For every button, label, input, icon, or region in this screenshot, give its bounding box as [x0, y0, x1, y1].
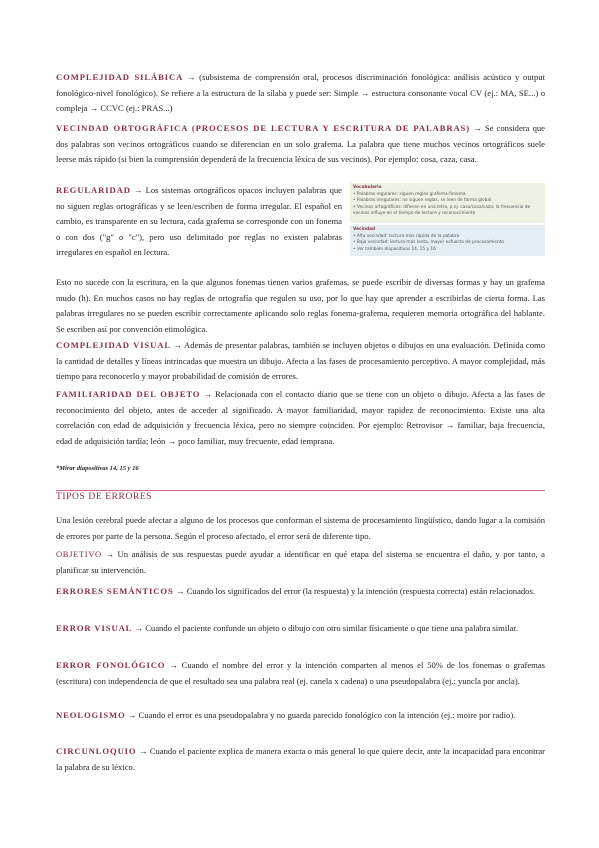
paragraph-errores-semanticos — [56, 584, 545, 600]
text-errores-semanticos: → Cuando los significados del error (la respuesta) y la intención (respuesta correcta) están relacionados. — [173, 586, 535, 596]
paragraph-complejidad-visual — [56, 338, 545, 385]
paragraph-circunloquio — [56, 744, 545, 775]
paragraph-escritura: Esto no sucede con la escritura, en la que algunos fonemas tienen varios grafemas, se puede escribir de diversas formas y hay un grafema mudo (h). En muchos casos no hay reglas de ortografía que regulen su uso, por lo que hay que aprender a escribirlas de cierta forma. Las palabras irregulares no se pueden escribir correctamente aplicando solo reglas fonema-grafema, requieren memoria ortográfica del hablante. Se escriben así por convención etimológica. — [56, 277, 545, 334]
side-note-line: • Baja vecindad: lectura más lenta, mayor esfuerzo de procesamiento — [353, 240, 505, 246]
text-error-fonologico: → Cuando el nombre del error y la intención comparten al menos el 50% de los fonemas o grafemas (escritura) con independencia de que el resultado sea una palabra real (ej. canela x cadena) o una pseudopalabra (ej.: yuncla por ancla). — [56, 660, 545, 686]
text-regularidad: → Los sistemas ortográficos opacos incluyen palabras que no siguen reglas ortográficas y se leen/escriben de forma irregular. El español en cambio, es transparente en su lectura, cada grafema se corresponde con un fonema o con dos ("g" o "c"), pero uso delimitado por reglas no existen palabras irregulares en español en lectura. — [56, 185, 342, 258]
paragraph-regularidad — [56, 183, 342, 261]
side-note-line: • Palabras irregulares: no siguen reglas, se leen de forma global — [353, 198, 492, 204]
paragraph-tipos-intro: Una lesión cerebral puede afectar a alguno de los procesos que conforman el sistema de procesamiento lingüístico, dando lugar a la comisión de errores por parte de la persona. Según el proceso afectado, el error será de diferente tipo. — [56, 515, 545, 541]
side-note-line: vecinos influye en el tiempo de lectura y reconocimiento — [353, 211, 476, 217]
side-note-line: • Vecinos ortográficos: difieren en una letra, p.ej. casa/cosa/caza; la frecuencia de — [353, 204, 531, 210]
text-vecindad: → Se considera que dos palabras son vecinos ortográficos cuando se diferencian en un solo grafema. La palabra que tiene muchos vecinos ortográficos suele leerse más rápido (si bien la comprensión dependerá de la frecuencia léxica de sus vecinos). Por ejemplo: cosa, caza, casa. — [56, 123, 545, 165]
term-objetivo: OBJETIVO — [56, 549, 102, 559]
text-complejidad-visual: → Además de presentar palabras, también se incluyen objetos o dibujos en una evaluación. Definida como la cantidad de detalles y líneas intrincadas que muestra un dibujo. Afecta a las fases de procesamiento perceptivo. A mayor complejidad, más tiempo para reconocerlo y mayor probabilidad de comisión de errores. — [56, 340, 545, 382]
term-complejidad-silabica: COMPLEJIDAD SILÁBICA — [56, 72, 184, 82]
side-note-vecindad-title: Vecindad — [353, 227, 376, 232]
side-note-line: • Alta vecindad: lectura más rápida de la palabra — [353, 233, 460, 239]
text-error-visual: → Cuando el paciente confunde un objeto o dibujo con otro similar físicamente o que tiene una palabra similar. — [132, 623, 518, 633]
side-note-line: • Palabras regulares: siguen reglas grafema-fonema — [353, 191, 466, 197]
term-regularidad: REGULARIDAD — [56, 185, 131, 195]
section-title-tipos-errores: TIPOS DE ERRORES — [56, 492, 153, 502]
side-note-line: • Ver también diapositivas 14, 15 y 16 — [353, 246, 436, 252]
term-vecindad: VECINDAD ORTOGRÁFICA (PROCESOS DE LECTURA Y ESCRITURA DE PALABRAS) — [56, 123, 470, 133]
term-neologismo: NEOLOGISMO — [56, 710, 126, 720]
text-complejidad-silabica: → (subsistema de comprensión oral, procesos discriminación fonológica: análisis acústico y output fonológico-nivel fonológico). Se refiere a la estructura de la sílaba y puede ser: Simple → estructura consonante vocal CV (ej.: MA, SE...) o compleja → CCVC (ej.: PRAS...) — [56, 72, 545, 114]
term-error-fonologico: ERROR FONOLÓGICO — [56, 660, 166, 670]
paragraph-vecindad — [56, 121, 545, 168]
section-divider — [56, 490, 545, 491]
text-objetivo: → Un análisis de sus respuestas puede ayudar a identificar en qué etapa del sistema se encuentra el daño, y por tanto, a planificar su intervención. — [56, 549, 545, 575]
term-error-visual: ERROR VISUAL — [56, 623, 133, 633]
side-note-vecindad — [350, 225, 545, 256]
text-neologismo: → Cuando el error es una pseudopalabra y no guarda parecido fonológico con la intención (ej.: moire por radio). — [125, 710, 516, 720]
paragraph-neologismo — [56, 708, 545, 724]
slides-note: *Mirar diapositivas 14, 15 y 16 — [56, 465, 139, 472]
term-errores-semanticos: ERRORES SEMÁNTICOS — [56, 586, 174, 596]
text-familiaridad: → Relacionada con el contacto diario que se tiene con un objeto o dibujo. Afecta a las fases de reconocimiento del objeto, antes de acceder al significado. A mayor familiaridad, mayor rapidez de reconocimiento. Existe una alta correlación con edad de adquisición y frecuencia léxica, pero no siempre coinciden. Por ejemplo: Retrovisor → familiar, baja frecuencia, edad de adquisición tardía; león → poco familiar, muy frecuente, edad temprana. — [56, 389, 545, 446]
side-note-vocabulario — [350, 183, 545, 223]
paragraph-error-visual — [56, 621, 545, 637]
paragraph-error-fonologico — [56, 658, 545, 689]
term-circunloquio: CIRCUNLOQUIO — [56, 746, 137, 756]
paragraph-familiaridad — [56, 387, 545, 449]
side-note-vocabulario-title: Vocabulario — [353, 185, 382, 190]
term-complejidad-visual: COMPLEJIDAD VISUAL — [56, 340, 171, 350]
text-circunloquio: → Cuando el paciente explica de manera exacta o más general lo que quiere decir, ante la incapacidad para encontrar la palabra de su léxico. — [56, 746, 545, 772]
paragraph-objetivo — [56, 547, 545, 578]
paragraph-complejidad-silabica — [56, 70, 545, 117]
term-familiaridad: FAMILIARIDAD DEL OBJETO — [56, 389, 201, 399]
